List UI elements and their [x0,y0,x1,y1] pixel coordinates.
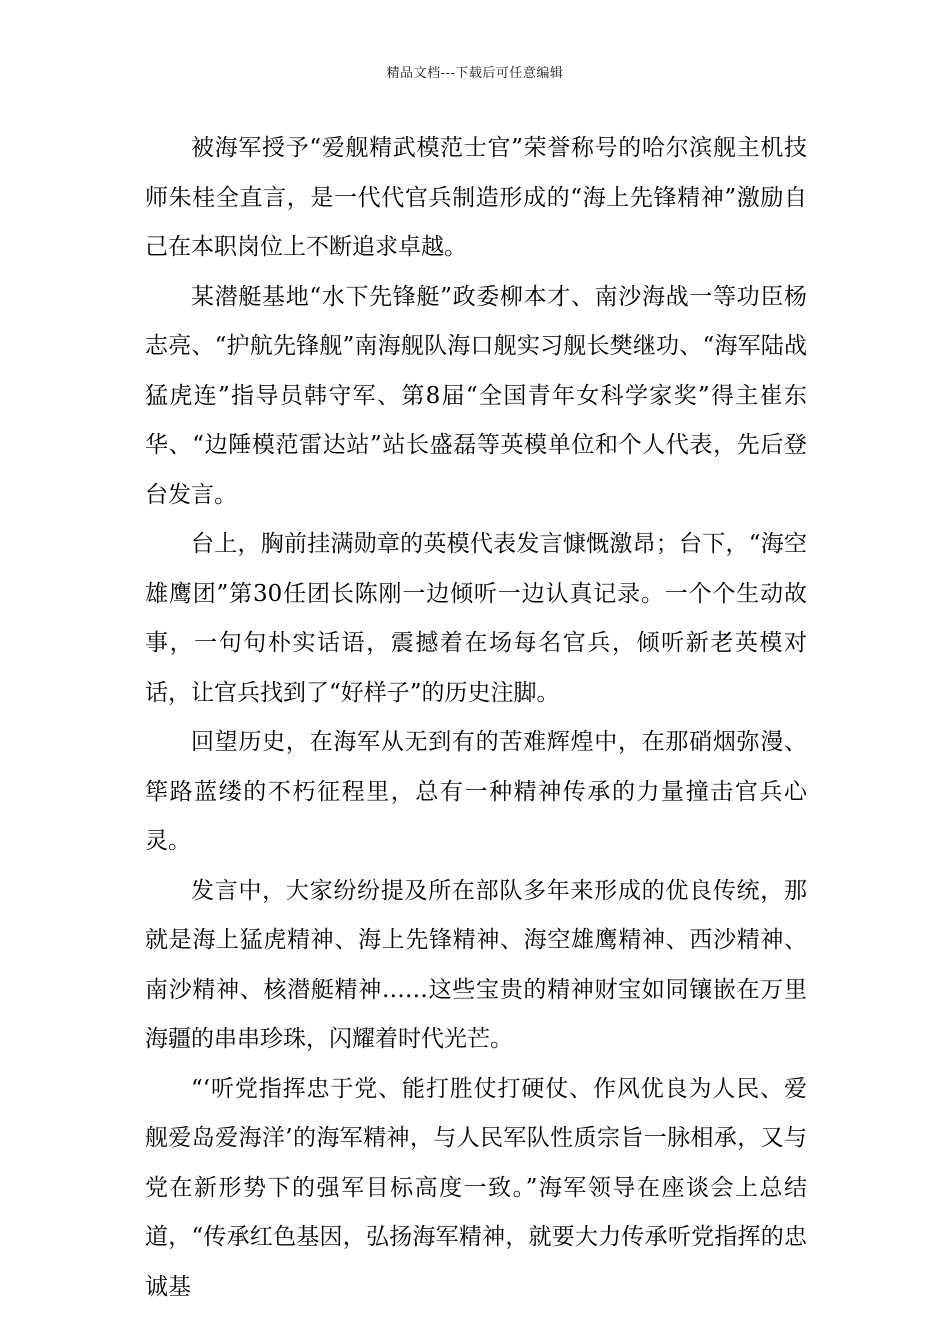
paragraph-3: 台上，胸前挂满勋章的英模代表发言慷慨激昂；台下，“海空雄鹰团”第30任团长陈刚一边倾听一边认真记录。一个个生动故事，一句句朴实话语，震撼着在场每名官兵，倾听新老英模对话，让官兵找到了“好样子”的历史注脚。 [145,531,807,706]
document-body [145,124,807,1312]
paragraph-5: 发言中，大家纷纷提及所在部队多年来形成的优良传统，那就是海上猛虎精神、海上先锋精神、海空雄鹰精神、西沙精神、南沙精神、核潜艇精神……这些宝贵的精神财宝如同镶嵌在万里海疆的串串珍珠，闪耀着时代光芒。 [145,877,807,1052]
page-header: 精品文档---下载后可任意编辑 [386,66,564,81]
paragraph-1: 被海军授予“爱舰精武模范士官”荣誉称号的哈尔滨舰主机技师朱桂全直言，是一代代官兵制造形成的“海上先锋精神”激励自己在本职岗位上不断追求卓越。 [145,135,807,260]
paragraph-4: 回望历史，在海军从无到有的苦难辉煌中，在那硝烟弥漫、筚路蓝缕的不朽征程里，总有一种精神传承的力量撞击官兵心灵。 [145,729,807,854]
paragraph-6: “‘听党指挥忠于党、能打胜仗打硬仗、作风优良为人民、爱舰爱岛爱海洋’的海军精神，与人民军队性质宗旨一脉相承，又与党在新形势下的强军目标高度一致。”海军领导在座谈会上总结道，“传承红色基因，弘扬海军精神，就要大力传承听党指挥的忠诚基 [145,1075,807,1300]
paragraph-2: 某潜艇基地“水下先锋艇”政委柳本才、南沙海战一等功臣杨志亮、“护航先锋舰”南海舰队海口舰实习舰长樊继功、“海军陆战猛虎连”指导员韩守军、第8届“全国青年女科学家奖”得主崔东华、“边陲模范雷达站”站长盛磊等英模单位和个人代表，先后登台发言。 [145,283,807,508]
